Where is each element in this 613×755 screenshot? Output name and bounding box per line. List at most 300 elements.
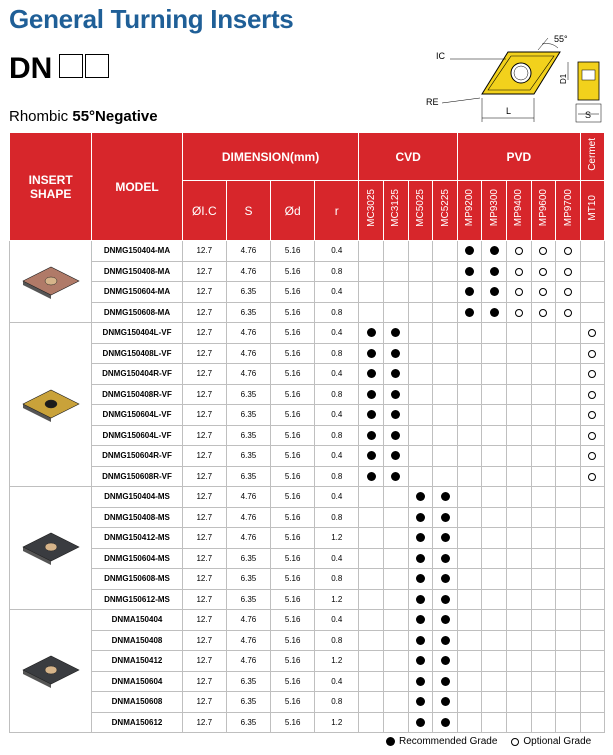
grade-cell-mp9700 — [556, 589, 581, 610]
recommended-dot-icon — [441, 595, 450, 604]
grade-cell-mt10 — [580, 610, 604, 631]
grade-cell-mp9300 — [482, 466, 507, 487]
recommended-dot-icon — [391, 328, 400, 337]
grade-cell-mc3025 — [359, 712, 384, 733]
grade-cell-mc3125 — [384, 487, 409, 508]
s-cell: 4.76 — [226, 487, 270, 508]
grade-cell-mp9400 — [507, 712, 532, 733]
grade-cell-mp9200 — [457, 692, 482, 713]
grade-cell-mp9300 — [482, 528, 507, 549]
recommended-dot-icon — [367, 390, 376, 399]
grade-cell-mt10 — [580, 384, 604, 405]
grade-cell-mc3025 — [359, 405, 384, 426]
table-row — [10, 323, 605, 344]
grade-cell-mc5225 — [433, 651, 458, 672]
ic-cell: 12.7 — [182, 671, 226, 692]
grade-cell-mp9200 — [457, 425, 482, 446]
grade-cell-mp9300 — [482, 630, 507, 651]
grade-cell-mp9600 — [531, 507, 556, 528]
r-cell: 0.8 — [315, 261, 359, 282]
grade-cell-mp9400 — [507, 241, 532, 262]
model-cell: DNMG150404-MA — [92, 241, 182, 262]
grade-cell-mp9600 — [531, 671, 556, 692]
grade-cell-mp9200 — [457, 343, 482, 364]
grade-cell-mp9200 — [457, 241, 482, 262]
s-cell: 4.76 — [226, 610, 270, 631]
grade-cell-mp9300 — [482, 487, 507, 508]
optional-ring-icon — [564, 309, 572, 317]
model-cell: DNMG150408-MA — [92, 261, 182, 282]
grade-cell-mc5225 — [433, 630, 458, 651]
model-cell: DNMG150412-MS — [92, 528, 182, 549]
grade-cell-mp9600 — [531, 569, 556, 590]
optional-ring-icon — [588, 350, 596, 358]
r-cell: 0.4 — [315, 323, 359, 344]
grade-cell-mp9200 — [457, 487, 482, 508]
r-cell: 0.4 — [315, 241, 359, 262]
grade-cell-mt10 — [580, 487, 604, 508]
grade-cell-mt10 — [580, 589, 604, 610]
page-title: General Turning Inserts — [9, 4, 294, 34]
grade-cell-mc5025 — [408, 487, 433, 508]
grade-cell-mp9700 — [556, 364, 581, 385]
grade-cell-mc3025 — [359, 569, 384, 590]
s-cell: 6.35 — [226, 569, 270, 590]
grade-cell-mc3125 — [384, 405, 409, 426]
ic-cell: 12.7 — [182, 692, 226, 713]
grade-cell-mp9300 — [482, 343, 507, 364]
grade-cell-mc5025 — [408, 671, 433, 692]
recommended-dot-icon — [367, 328, 376, 337]
grade-cell-mc3025 — [359, 384, 384, 405]
model-cell: DNMG150604-MA — [92, 282, 182, 303]
grade-cell-mc5025 — [408, 651, 433, 672]
grade-cell-mt10 — [580, 630, 604, 651]
recommended-dot-icon — [367, 410, 376, 419]
ic-cell: 12.7 — [182, 610, 226, 631]
grade-cell-mt10 — [580, 446, 604, 467]
grade-cell-mp9600 — [531, 405, 556, 426]
grade-cell-mp9700 — [556, 425, 581, 446]
grade-cell-mc3025 — [359, 425, 384, 446]
grade-cell-mc3025 — [359, 323, 384, 344]
grade-cell-mp9400 — [507, 528, 532, 549]
recommended-dot-icon — [391, 390, 400, 399]
grade-cell-mp9200 — [457, 651, 482, 672]
grade-cell-mp9300 — [482, 548, 507, 569]
model-cell: DNMG150608-MA — [92, 302, 182, 323]
table-row — [10, 282, 605, 303]
insert-subtitle — [9, 108, 158, 125]
s-cell: 6.35 — [226, 446, 270, 467]
grade-cell-mp9200 — [457, 364, 482, 385]
grade-cell-mp9300 — [482, 241, 507, 262]
grade-cell-mc3125 — [384, 692, 409, 713]
ic-cell: 12.7 — [182, 589, 226, 610]
grade-cell-mp9400 — [507, 651, 532, 672]
r-cell: 1.2 — [315, 651, 359, 672]
grade-cell-mp9700 — [556, 610, 581, 631]
model-cell: DNMA150612 — [92, 712, 182, 733]
s-cell: 6.35 — [226, 671, 270, 692]
table-row — [10, 466, 605, 487]
grade-cell-mt10 — [580, 364, 604, 385]
optional-ring-icon — [588, 411, 596, 419]
dimension-header: DIMENSION(mm) — [182, 133, 359, 181]
r-cell: 0.8 — [315, 343, 359, 364]
grade-cell-mp9700 — [556, 692, 581, 713]
grade-cell-mp9200 — [457, 302, 482, 323]
grade-cell-mp9600 — [531, 589, 556, 610]
subtitle-prefix: Rhombic — [9, 108, 73, 125]
table-row — [10, 630, 605, 651]
grade-cell-mc5225 — [433, 507, 458, 528]
s-cell: 4.76 — [226, 507, 270, 528]
d-cell: 5.16 — [271, 343, 315, 364]
grade-header-mt10: MT10 — [580, 181, 604, 241]
r-cell: 0.4 — [315, 487, 359, 508]
grade-cell-mt10 — [580, 671, 604, 692]
recommended-dot-icon — [367, 349, 376, 358]
d-cell: 5.16 — [271, 692, 315, 713]
grade-cell-mp9700 — [556, 405, 581, 426]
grade-cell-mt10 — [580, 569, 604, 590]
grade-cell-mp9200 — [457, 466, 482, 487]
grade-cell-mp9600 — [531, 528, 556, 549]
grade-header-mp9300: MP9300 — [482, 181, 507, 241]
grade-cell-mp9400 — [507, 364, 532, 385]
grade-cell-mp9600 — [531, 630, 556, 651]
grade-cell-mt10 — [580, 261, 604, 282]
grade-cell-mp9200 — [457, 507, 482, 528]
grade-cell-mc5225 — [433, 384, 458, 405]
table-row — [10, 651, 605, 672]
rhombic-insert-ms-image — [19, 525, 83, 569]
grade-cell-mp9400 — [507, 507, 532, 528]
table-row — [10, 589, 605, 610]
s-cell: 4.76 — [226, 630, 270, 651]
grade-cell-mp9600 — [531, 241, 556, 262]
insert-shape-cell — [10, 610, 92, 733]
cermet-header: Cermet — [580, 133, 604, 181]
ic-cell: 12.7 — [182, 507, 226, 528]
grade-cell-mp9600 — [531, 548, 556, 569]
grade-cell-mt10 — [580, 548, 604, 569]
grade-cell-mp9400 — [507, 343, 532, 364]
ic-cell: 12.7 — [182, 261, 226, 282]
grade-cell-mp9700 — [556, 528, 581, 549]
recommended-dot-icon — [416, 697, 425, 706]
recommended-dot-icon — [416, 492, 425, 501]
grade-cell-mc5225 — [433, 712, 458, 733]
grade-cell-mp9600 — [531, 712, 556, 733]
table-row — [10, 507, 605, 528]
grade-cell-mt10 — [580, 425, 604, 446]
table-row — [10, 425, 605, 446]
grade-cell-mp9700 — [556, 282, 581, 303]
d1-label: D1 — [559, 73, 568, 84]
grade-cell-mc3125 — [384, 425, 409, 446]
grade-cell-mc3125 — [384, 302, 409, 323]
grade-cell-mc5025 — [408, 405, 433, 426]
grade-cell-mp9200 — [457, 548, 482, 569]
recommended-dot-icon — [416, 574, 425, 583]
s-cell: 4.76 — [226, 364, 270, 385]
s-cell: 4.76 — [226, 241, 270, 262]
r-cell: 0.4 — [315, 405, 359, 426]
d-cell: 5.16 — [271, 487, 315, 508]
grade-cell-mc3025 — [359, 589, 384, 610]
grade-legend — [386, 736, 591, 747]
ic-cell: 12.7 — [182, 384, 226, 405]
grade-cell-mp9200 — [457, 384, 482, 405]
table-row — [10, 548, 605, 569]
grade-cell-mc3125 — [384, 651, 409, 672]
model-cell: DNMG150404L-VF — [92, 323, 182, 344]
grade-cell-mp9400 — [507, 302, 532, 323]
grade-cell-mp9700 — [556, 446, 581, 467]
grade-cell-mc3125 — [384, 364, 409, 385]
s-cell: 4.76 — [226, 261, 270, 282]
d-cell: 5.16 — [271, 323, 315, 344]
grade-cell-mc5025 — [408, 282, 433, 303]
d-cell: 5.16 — [271, 466, 315, 487]
grade-cell-mp9600 — [531, 425, 556, 446]
s-cell: 6.35 — [226, 692, 270, 713]
insert-shape-header: INSERT SHAPE — [10, 133, 92, 241]
grade-cell-mt10 — [580, 282, 604, 303]
grade-cell-mp9400 — [507, 569, 532, 590]
ic-cell: 12.7 — [182, 651, 226, 672]
grade-cell-mc3025 — [359, 507, 384, 528]
dim-header-s: S — [226, 181, 270, 241]
ic-cell: 12.7 — [182, 364, 226, 385]
s-cell: 6.35 — [226, 282, 270, 303]
optional-ring-icon — [539, 309, 547, 317]
grade-cell-mp9300 — [482, 261, 507, 282]
d-cell: 5.16 — [271, 241, 315, 262]
recommended-dot-icon — [367, 472, 376, 481]
table-row — [10, 384, 605, 405]
r-cell: 1.2 — [315, 589, 359, 610]
grade-cell-mc5225 — [433, 302, 458, 323]
grade-cell-mp9200 — [457, 405, 482, 426]
grade-cell-mp9300 — [482, 692, 507, 713]
insert-code: DN — [9, 52, 53, 85]
table-row — [10, 569, 605, 590]
grade-cell-mp9300 — [482, 589, 507, 610]
grade-cell-mc3125 — [384, 589, 409, 610]
recommended-dot-icon — [391, 410, 400, 419]
model-cell: DNMA150604 — [92, 671, 182, 692]
grade-cell-mp9700 — [556, 466, 581, 487]
model-cell: DNMG150608-MS — [92, 569, 182, 590]
grade-cell-mp9400 — [507, 323, 532, 344]
recommended-dot-icon — [441, 697, 450, 706]
grade-cell-mp9300 — [482, 610, 507, 631]
grade-cell-mc5225 — [433, 487, 458, 508]
insert-side-view-shape — [578, 62, 599, 100]
s-cell: 6.35 — [226, 425, 270, 446]
recommended-dot-icon — [416, 615, 425, 624]
r-cell: 0.8 — [315, 466, 359, 487]
recommended-dot-icon — [441, 554, 450, 563]
d-cell: 5.16 — [271, 507, 315, 528]
optional-ring-icon — [588, 391, 596, 399]
model-cell: DNMA150608 — [92, 692, 182, 713]
d-cell: 5.16 — [271, 364, 315, 385]
grade-cell-mt10 — [580, 241, 604, 262]
grade-cell-mp9200 — [457, 610, 482, 631]
grade-cell-mp9300 — [482, 364, 507, 385]
grade-cell-mp9200 — [457, 671, 482, 692]
grade-cell-mp9600 — [531, 343, 556, 364]
grade-cell-mp9600 — [531, 282, 556, 303]
grade-cell-mp9700 — [556, 548, 581, 569]
recommended-dot-icon — [441, 718, 450, 727]
optional-ring-icon — [564, 247, 572, 255]
r-cell: 0.8 — [315, 569, 359, 590]
grade-cell-mc5025 — [408, 302, 433, 323]
grade-cell-mp9300 — [482, 384, 507, 405]
d-cell: 5.16 — [271, 630, 315, 651]
grade-cell-mp9700 — [556, 712, 581, 733]
model-cell: DNMG150408R-VF — [92, 384, 182, 405]
ic-cell: 12.7 — [182, 548, 226, 569]
s-cell: 6.35 — [226, 548, 270, 569]
recommended-dot-icon — [391, 472, 400, 481]
recommended-dot-icon — [367, 369, 376, 378]
optional-ring-icon — [588, 329, 596, 337]
optional-ring-icon — [588, 452, 596, 460]
model-cell: DNMG150404R-VF — [92, 364, 182, 385]
ic-cell: 12.7 — [182, 323, 226, 344]
recommended-dot-icon — [441, 513, 450, 522]
grade-cell-mp9400 — [507, 671, 532, 692]
grade-cell-mc5025 — [408, 630, 433, 651]
grade-cell-mc3125 — [384, 712, 409, 733]
grade-cell-mt10 — [580, 507, 604, 528]
model-cell: DNMG150604R-VF — [92, 446, 182, 467]
grade-cell-mc5225 — [433, 425, 458, 446]
r-cell: 0.4 — [315, 446, 359, 467]
s-cell: 6.35 — [226, 589, 270, 610]
grade-cell-mp9300 — [482, 507, 507, 528]
grade-cell-mp9200 — [457, 261, 482, 282]
r-cell: 0.8 — [315, 302, 359, 323]
grade-cell-mp9400 — [507, 548, 532, 569]
d-cell: 5.16 — [271, 261, 315, 282]
legend-optional-label: Optional Grade — [523, 736, 592, 747]
grade-cell-mc3125 — [384, 569, 409, 590]
grade-cell-mc5025 — [408, 241, 433, 262]
grade-header-mp9200: MP9200 — [457, 181, 482, 241]
grade-cell-mp9300 — [482, 446, 507, 467]
grade-cell-mc5025 — [408, 528, 433, 549]
grade-cell-mp9400 — [507, 589, 532, 610]
optional-ring-icon — [511, 738, 519, 746]
grade-cell-mp9400 — [507, 384, 532, 405]
ic-cell: 12.7 — [182, 569, 226, 590]
table-row — [10, 405, 605, 426]
grade-cell-mc5025 — [408, 610, 433, 631]
grade-cell-mp9300 — [482, 405, 507, 426]
grade-cell-mc3025 — [359, 528, 384, 549]
grade-cell-mc3125 — [384, 507, 409, 528]
grade-cell-mc5225 — [433, 466, 458, 487]
grade-cell-mp9600 — [531, 692, 556, 713]
grade-cell-mc5025 — [408, 692, 433, 713]
grade-cell-mp9200 — [457, 446, 482, 467]
r-cell: 0.8 — [315, 630, 359, 651]
grade-cell-mc3025 — [359, 630, 384, 651]
s-cell: 4.76 — [226, 528, 270, 549]
ic-cell: 12.7 — [182, 712, 226, 733]
model-cell: DNMA150404 — [92, 610, 182, 631]
optional-ring-icon — [515, 268, 523, 276]
code-placeholder-box — [85, 54, 109, 78]
r-cell: 0.4 — [315, 282, 359, 303]
grade-cell-mc5025 — [408, 569, 433, 590]
grade-cell-mc5225 — [433, 446, 458, 467]
recommended-dot-icon — [391, 369, 400, 378]
grade-cell-mc3125 — [384, 671, 409, 692]
d-cell: 5.16 — [271, 282, 315, 303]
table-row — [10, 610, 605, 631]
optional-ring-icon — [515, 309, 523, 317]
r-cell: 0.8 — [315, 692, 359, 713]
table-row — [10, 712, 605, 733]
ic-cell: 12.7 — [182, 405, 226, 426]
grade-cell-mc3025 — [359, 364, 384, 385]
insert-table-body — [10, 241, 605, 733]
grade-cell-mc3025 — [359, 302, 384, 323]
grade-cell-mp9600 — [531, 487, 556, 508]
grade-cell-mp9700 — [556, 569, 581, 590]
optional-ring-icon — [564, 268, 572, 276]
d-cell: 5.16 — [271, 405, 315, 426]
grade-cell-mp9700 — [556, 241, 581, 262]
grade-header-mc5025: MC5025 — [408, 181, 433, 241]
grade-cell-mp9600 — [531, 323, 556, 344]
s-cell: 6.35 — [226, 384, 270, 405]
optional-ring-icon — [515, 247, 523, 255]
grade-cell-mp9200 — [457, 712, 482, 733]
model-cell: DNMG150604-MS — [92, 548, 182, 569]
recommended-dot-icon — [490, 267, 499, 276]
recommended-dot-icon — [465, 267, 474, 276]
ic-cell: 12.7 — [182, 241, 226, 262]
grade-cell-mc5025 — [408, 364, 433, 385]
d-cell: 5.16 — [271, 384, 315, 405]
grade-cell-mc5225 — [433, 343, 458, 364]
grade-cell-mt10 — [580, 302, 604, 323]
grade-cell-mp9400 — [507, 487, 532, 508]
r-cell: 0.4 — [315, 671, 359, 692]
rhombic-insert-vf-image — [19, 382, 83, 426]
grade-cell-mc3025 — [359, 671, 384, 692]
recommended-dot-icon — [416, 595, 425, 604]
grade-cell-mc5225 — [433, 405, 458, 426]
model-cell: DNMG150408L-VF — [92, 343, 182, 364]
insert-shape-cell — [10, 487, 92, 610]
d-cell: 5.16 — [271, 589, 315, 610]
d-cell: 5.16 — [271, 446, 315, 467]
rhombic-insert-dnma-image — [19, 648, 83, 692]
grade-cell-mt10 — [580, 528, 604, 549]
grade-cell-mp9200 — [457, 569, 482, 590]
d-cell: 5.16 — [271, 712, 315, 733]
